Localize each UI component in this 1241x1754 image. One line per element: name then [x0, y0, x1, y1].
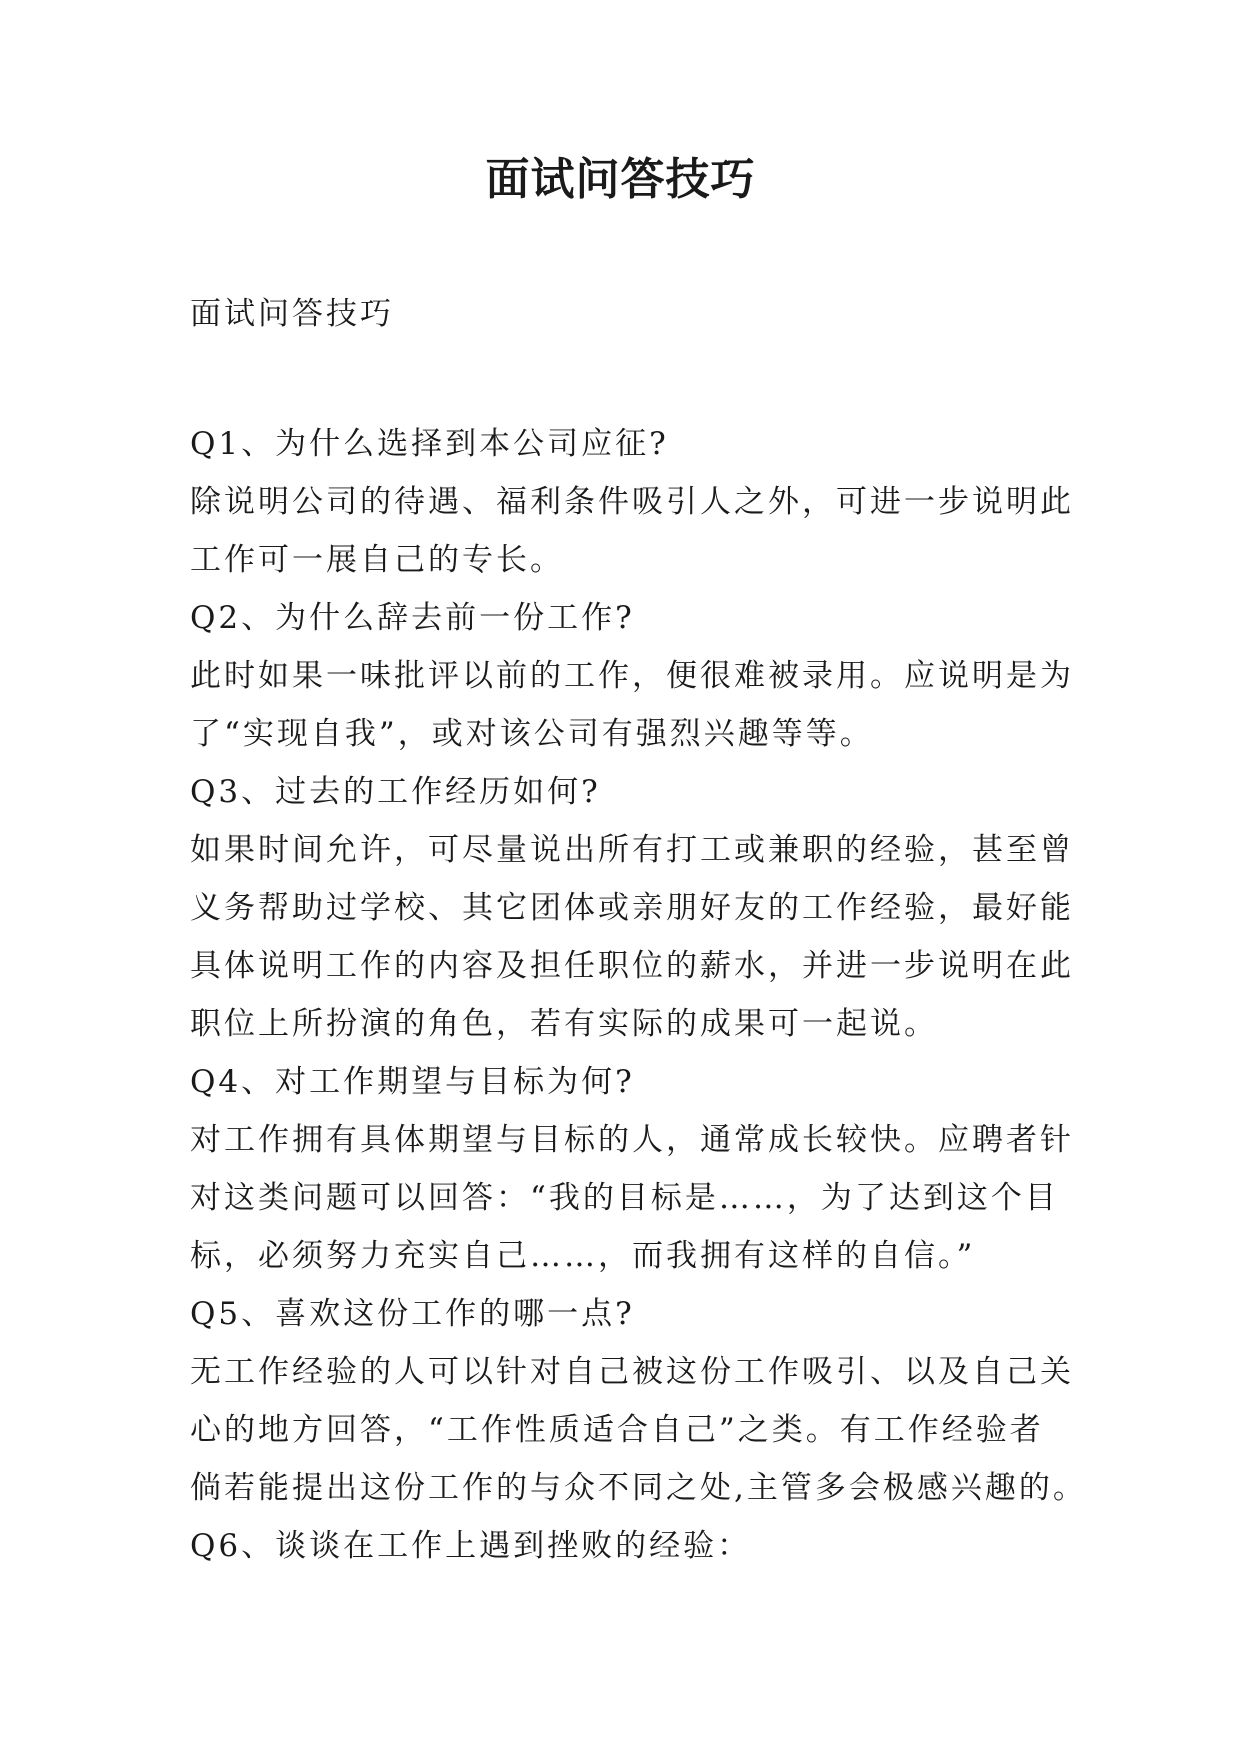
answer-line: 无工作经验的人可以针对自己被这份工作吸引、以及自己关 — [190, 1354, 1074, 1390]
answer-line: 倘若能提出这份工作的与众不同之处,主管多会极感兴趣的。 — [190, 1470, 1087, 1506]
answer-line: 如果时间允许，可尽量说出所有打工或兼职的经验，甚至曾 — [190, 832, 1074, 868]
question-q2: Q2、为什么辞去前一份工作? — [190, 600, 635, 636]
answer-line: 对工作拥有具体期望与目标的人，通常成长较快。应聘者针 — [190, 1122, 1074, 1158]
document-title: 面试问答技巧 — [485, 154, 756, 205]
question-q3: Q3、过去的工作经历如何? — [190, 774, 601, 810]
answer-line: 工作可一展自己的专长。 — [190, 542, 564, 578]
answer-line: 职位上所扮演的角色，若有实际的成果可一起说。 — [190, 1006, 938, 1042]
qa-item-4 — [190, 1053, 1074, 1285]
section-spacer — [190, 343, 1070, 415]
answer-line: 心的地方回答，“工作性质适合自己”之类。有工作经验者 — [190, 1412, 1044, 1448]
document-subtitle: 面试问答技巧 — [190, 296, 394, 332]
qa-item-5 — [190, 1285, 1087, 1517]
question-q6: Q6、谈谈在工作上遇到挫败的经验： — [190, 1528, 752, 1564]
answer-line: 具体说明工作的内容及担任职位的薪水，并进一步说明在此 — [190, 948, 1074, 984]
answer-line: 此时如果一味批评以前的工作，便很难被录用。应说明是为 — [190, 658, 1074, 694]
question-q1: Q1、为什么选择到本公司应征? — [190, 426, 669, 462]
question-q4: Q4、对工作期望与目标为何? — [190, 1064, 635, 1100]
answer-line: 义务帮助过学校、其它团体或亲朋好友的工作经验，最好能 — [190, 890, 1074, 926]
qa-item-2 — [190, 589, 1074, 763]
answer-line: 对这类问题可以回答：“我的目标是……，为了达到这个目 — [190, 1180, 1059, 1216]
qa-item-3 — [190, 763, 1074, 1053]
answer-line: 标，必须努力充实自己……，而我拥有这样的自信。” — [190, 1238, 976, 1274]
qa-item-6 — [190, 1517, 1070, 1575]
question-q5: Q5、喜欢这份工作的哪一点? — [190, 1296, 635, 1332]
answer-line: 除说明公司的待遇、福利条件吸引人之外，可进一步说明此 — [190, 484, 1074, 520]
answer-line: 了“实现自我”，或对该公司有强烈兴趣等等。 — [190, 716, 874, 752]
document-body — [190, 285, 1087, 1575]
qa-item-1 — [190, 415, 1074, 589]
